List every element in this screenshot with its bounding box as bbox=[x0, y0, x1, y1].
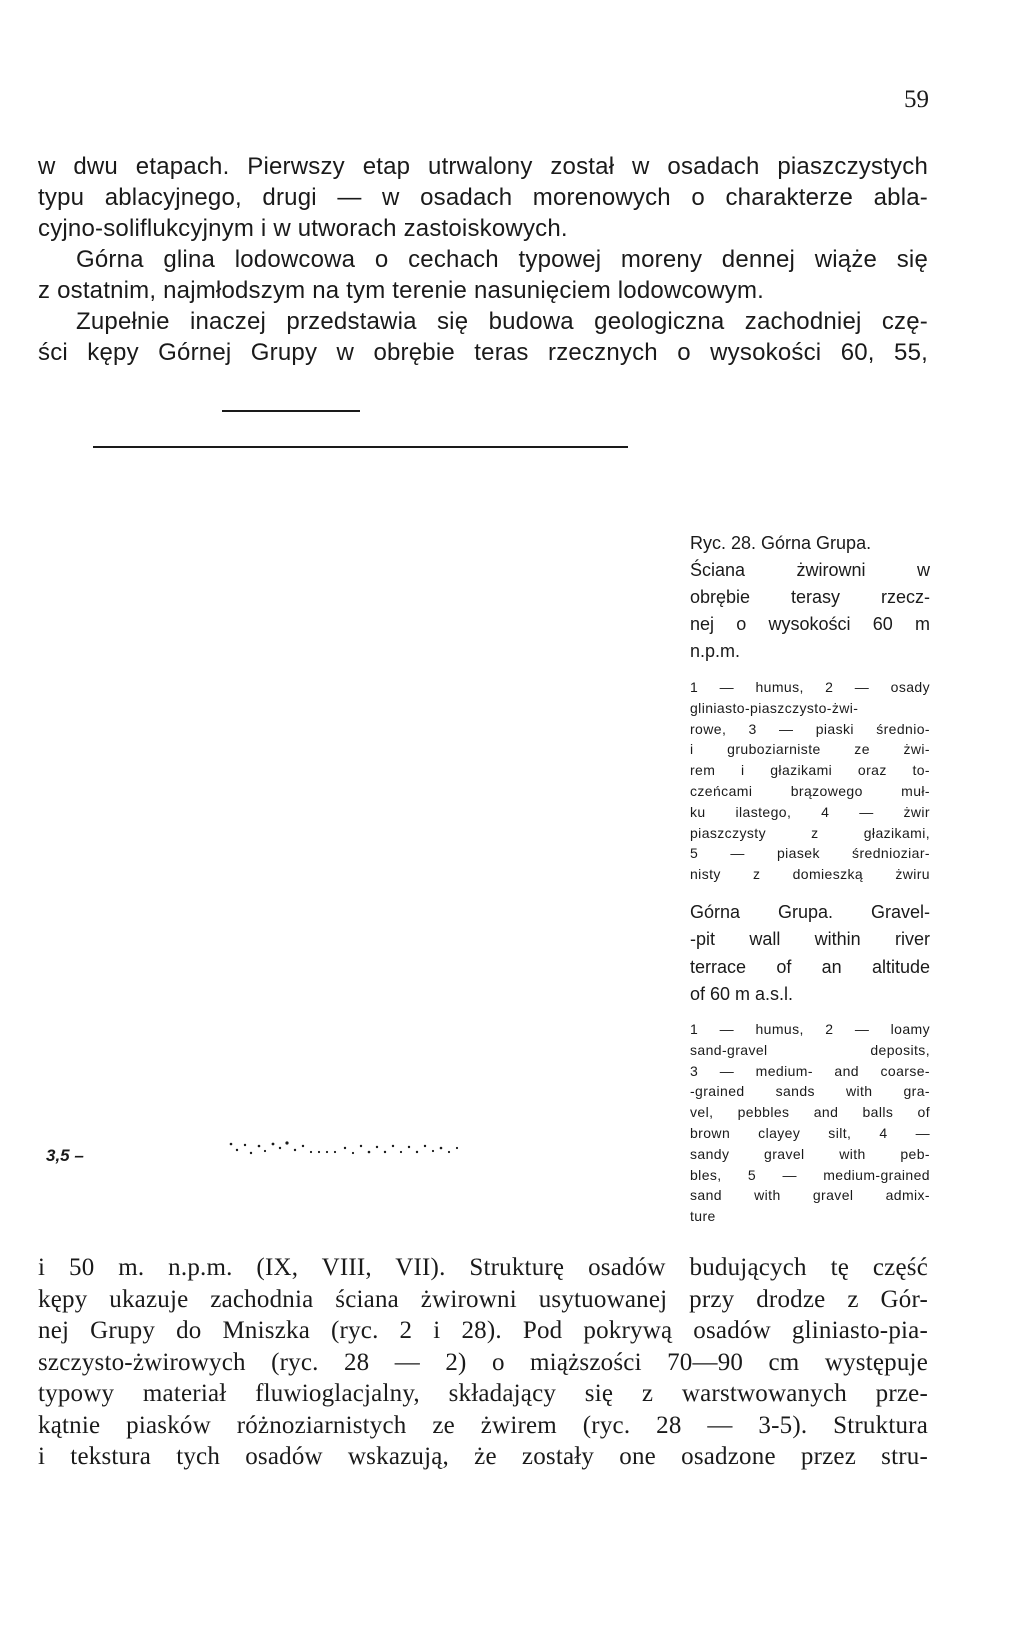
legend-line: 1 — humus, 2 — loamy bbox=[690, 1020, 930, 1037]
top-paragraph bbox=[38, 151, 928, 368]
text-line: Zupełnie inaczej przedstawia się budowa geologiczna zachodniej czę- bbox=[76, 308, 928, 335]
legend-line: piaszczysty z głazikami, bbox=[690, 824, 930, 841]
caption-legend-pl bbox=[690, 677, 930, 885]
caption-title-pl bbox=[690, 530, 930, 665]
legend-line: brown clayey silt, 4 — bbox=[690, 1124, 930, 1141]
page-number: 59 bbox=[904, 86, 929, 113]
text-line: szczysto-żwirowych (ryc. 28 — 2) o miąższości 70—90 cm występuje bbox=[38, 1348, 928, 1376]
caption-line: Ryc. 28. Górna Grupa. bbox=[690, 533, 872, 553]
legend-line: 5 — piasek średnioziar- bbox=[690, 845, 930, 862]
legend-line: sand-gravel deposits, bbox=[690, 1041, 930, 1058]
caption-line: Ściana żwirowni w bbox=[690, 560, 930, 580]
bottom-paragraph bbox=[38, 1252, 928, 1473]
caption-title-en bbox=[690, 899, 930, 1009]
legend-line: 1 — humus, 2 — osady bbox=[690, 679, 930, 695]
caption-line: terrace of an altitude bbox=[690, 956, 930, 977]
figure-scale-label: 3,5 – bbox=[46, 1146, 84, 1165]
legend-line: ku ilastego, 4 — żwir bbox=[690, 803, 930, 820]
caption-legend-en bbox=[690, 1019, 930, 1227]
legend-line: ture bbox=[690, 1208, 716, 1225]
legend-line: sand with gravel admix- bbox=[690, 1187, 930, 1204]
text-line: nej Grupy do Mniszka (ryc. 2 i 28). Pod pokrywą osadów gliniasto-pia- bbox=[38, 1317, 928, 1344]
text-line: kępy ukazuje zachodnia ściana żwirowni usytuowanej przy drodze z Gór- bbox=[38, 1285, 928, 1313]
legend-line: 3 — medium- and coarse- bbox=[690, 1062, 930, 1079]
caption-line: -pit wall within river bbox=[690, 929, 930, 950]
text-line: ści kępy Górnej Grupy w obrębie teras rzecznych o wysokości 60, 55, bbox=[38, 339, 928, 366]
text-line: i tekstura tych osadów wskazują, że zostały one osadzone przez stru- bbox=[38, 1443, 928, 1470]
text-line: i 50 m. n.p.m. (IX, VIII, VII). Strukturę osadów budujących tę część bbox=[38, 1254, 928, 1281]
figure-gravel-dots bbox=[225, 1136, 475, 1166]
figure-rule-long bbox=[93, 446, 628, 448]
caption-line: nej o wysokości 60 m bbox=[690, 614, 930, 634]
legend-line: nisty z domieszką żwiru bbox=[690, 866, 930, 883]
legend-line: sandy gravel with peb- bbox=[690, 1145, 930, 1162]
caption-line: obrębie terasy rzecz- bbox=[690, 587, 930, 607]
text-line: kątnie piasków różnoziarnistych ze żwirem (ryc. 28 — 3-5). Struktura bbox=[38, 1411, 928, 1439]
figure-rule-short bbox=[222, 410, 360, 412]
text-line: w dwu etapach. Pierwszy etap utrwalony został w osadach piaszczystych bbox=[38, 153, 928, 180]
legend-line: i gruboziarniste ze żwi- bbox=[690, 741, 930, 758]
text-line: z ostatnim, najmłodszym na tym terenie nasunięciem lodowcowym. bbox=[38, 277, 765, 304]
legend-line: vel, pebbles and balls of bbox=[690, 1104, 930, 1121]
text-line: typu ablacyjnego, drugi — w osadach morenowych o charakterze abla- bbox=[38, 184, 928, 211]
legend-line: -grained sands with gra- bbox=[690, 1083, 930, 1100]
text-line: Górna glina lodowcowa o cechach typowej moreny dennej wiąże się bbox=[76, 246, 928, 273]
legend-line: czeńcami brązowego muł- bbox=[690, 782, 930, 799]
text-line: typowy materiał fluwioglacjalny, składający się z warstwowanych prze- bbox=[38, 1380, 928, 1407]
caption-line: Górna Grupa. Gravel- bbox=[690, 901, 930, 922]
caption-line: of 60 m a.s.l. bbox=[690, 984, 794, 1005]
legend-line: rem i głazikami oraz to- bbox=[690, 762, 930, 779]
legend-line: rowe, 3 — piaski średnio- bbox=[690, 720, 930, 737]
figure-caption bbox=[690, 530, 930, 1227]
text-line: cyjno-soliflukcyjnym i w utworach zastoiskowych. bbox=[38, 215, 568, 242]
caption-line: n.p.m. bbox=[690, 641, 741, 661]
legend-line: gliniasto-piaszczysto-żwi- bbox=[690, 699, 859, 716]
legend-line: bles, 5 — medium-grained bbox=[690, 1166, 930, 1183]
